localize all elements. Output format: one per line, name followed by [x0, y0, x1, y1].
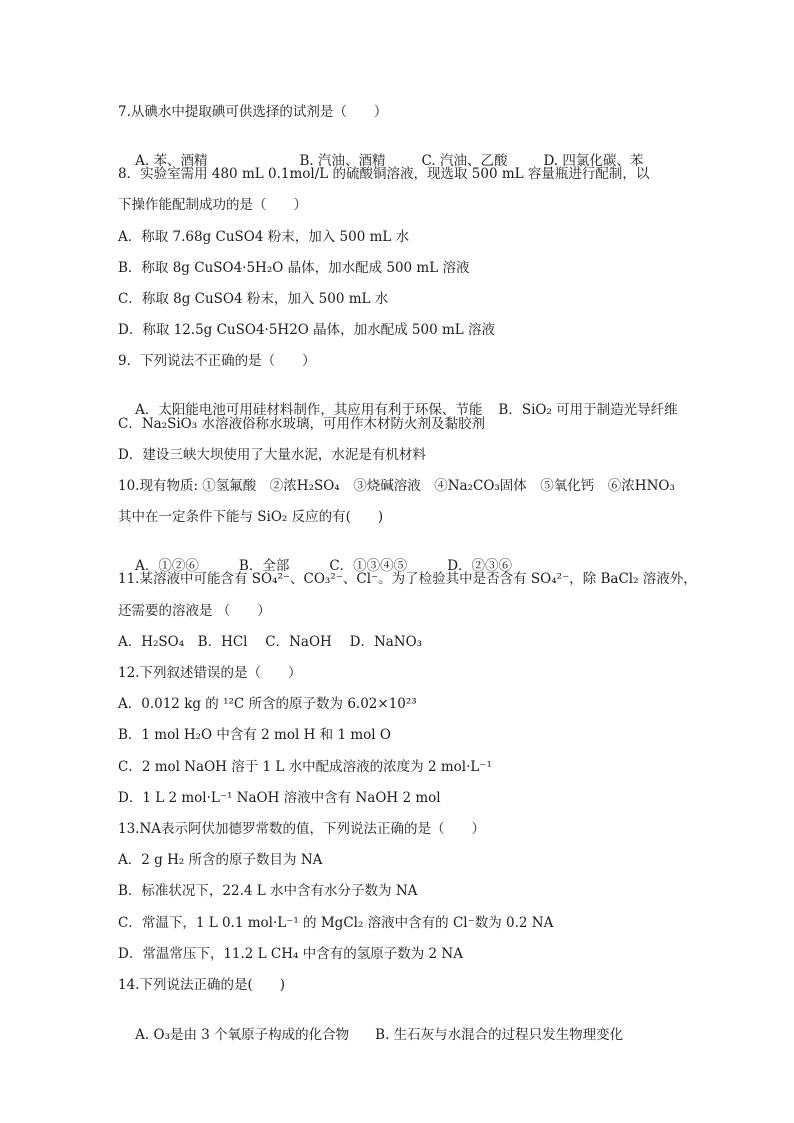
- question-10-stem-line-2: 其中在一定条件下能与 SiO₂ 反应的有( ): [118, 509, 384, 525]
- question-12-option-c: C．2 mol NaOH 溶于 1 L 水中配成溶液的浓度为 2 mol·L⁻¹: [118, 759, 492, 775]
- question-13-option-d: D．常温常压下，11.2 L CH₄ 中含有的氢原子数为 2 NA: [118, 946, 463, 962]
- option-c: C．①③④⑤: [329, 558, 408, 574]
- question-10-stem-line-1: 10.现有物质: ①氢氟酸 ②浓H₂SO₄ ③烧碱溶液 ④Na₂CO₃固体 ⑤氧化钙 ⑥浓HNO₃: [118, 478, 675, 494]
- question-12-option-d: D．1 L 2 mol·L⁻¹ NaOH 溶液中含有 NaOH 2 mol: [118, 790, 441, 806]
- question-9-option-c: C．Na₂SiO₃ 水溶液俗称水玻璃，可用作木材防火剂及黏胶剂: [118, 416, 485, 432]
- question-13-option-b: B．标准状况下，22.4 L 水中含有水分子数为 NA: [118, 883, 418, 899]
- question-11-options: A．H₂SO₄ B．HCl C．NaOH D．NaNO₃: [118, 634, 423, 650]
- option-c: C. 汽油、乙酸: [421, 153, 508, 169]
- option-a: A. 苯、酒精: [135, 153, 208, 169]
- option-d: D. 四氯化碳、苯: [543, 153, 644, 169]
- question-8-option-d: D．称取 12.5g CuSO4·5H2O 晶体，加水配成 500 mL 溶液: [118, 322, 496, 338]
- option-a: A．①②⑥: [135, 558, 199, 574]
- question-12-option-a: A．0.012 kg 的 ¹²C 所含的原子数为 6.02×10²³: [118, 696, 417, 712]
- question-13-option-a: A．2 g H₂ 所含的原子数目为 NA: [118, 852, 323, 868]
- question-7-stem: 7.从碘水中提取碘可供选择的试剂是（ ）: [118, 104, 388, 120]
- question-9-option-d: D．建设三峡大坝使用了大量水泥，水泥是有机材料: [118, 447, 426, 463]
- option-a: A. O₃是由 3 个氧原子构成的化合物: [135, 1027, 350, 1043]
- question-8-option-a: A．称取 7.68g CuSO4 粉末，加入 500 mL 水: [118, 229, 410, 245]
- question-14-options: [118, 1008, 623, 1062]
- question-12-option-b: B．1 mol H₂O 中含有 2 mol H 和 1 mol O: [118, 727, 391, 743]
- question-8-option-c: C．称取 8g CuSO4 粉末，加入 500 mL 水: [118, 291, 389, 307]
- question-9-stem: 9．下列说法不正确的是（ ）: [118, 353, 316, 369]
- question-13-option-c: C．常温下，1 L 0.1 mol·L⁻¹ 的 MgCl₂ 溶液中含有的 Cl⁻数为 0.2 NA: [118, 915, 554, 931]
- option-b: B. 生石灰与水混合的过程只发生物理变化: [375, 1027, 624, 1043]
- question-11-stem-line-1: 11.某溶液中可能含有 SO₄²⁻、CO₃²⁻、Cl⁻。为了检验其中是否含有 SO₄²⁻，除 BaCl₂ 溶液外，: [118, 571, 697, 587]
- question-14-stem: 14.下列说法正确的是( ): [118, 977, 286, 993]
- question-8-stem-line-1: 8．实验室需用 480 mL 0.1mol/L 的硫酸铜溶液，现选取 500 mL 容量瓶进行配制，以: [118, 166, 650, 182]
- question-11-stem-line-2: 还需要的溶液是 （ ）: [118, 603, 271, 619]
- option-b: B. 汽油、酒精: [299, 153, 386, 169]
- question-13-stem: 13.NA表示阿伏加德罗常数的值，下列说法正确的是（ ）: [118, 821, 486, 837]
- option-b: B．SiO₂ 可用于制造光导纤维: [498, 402, 678, 418]
- question-8-stem-line-2: 下操作能配制成功的是（ ）: [118, 197, 307, 213]
- question-12-stem: 12.下列叙述错误的是（ ）: [118, 665, 302, 681]
- option-a: A．太阳能电池可用硅材料制作，其应用有利于环保、节能: [135, 402, 483, 418]
- option-d: D．②③⑥: [447, 558, 513, 574]
- question-8-option-b: B．称取 8g CuSO4·5H₂O 晶体，加水配成 500 mL 溶液: [118, 260, 470, 276]
- option-b: B．全部: [238, 558, 290, 574]
